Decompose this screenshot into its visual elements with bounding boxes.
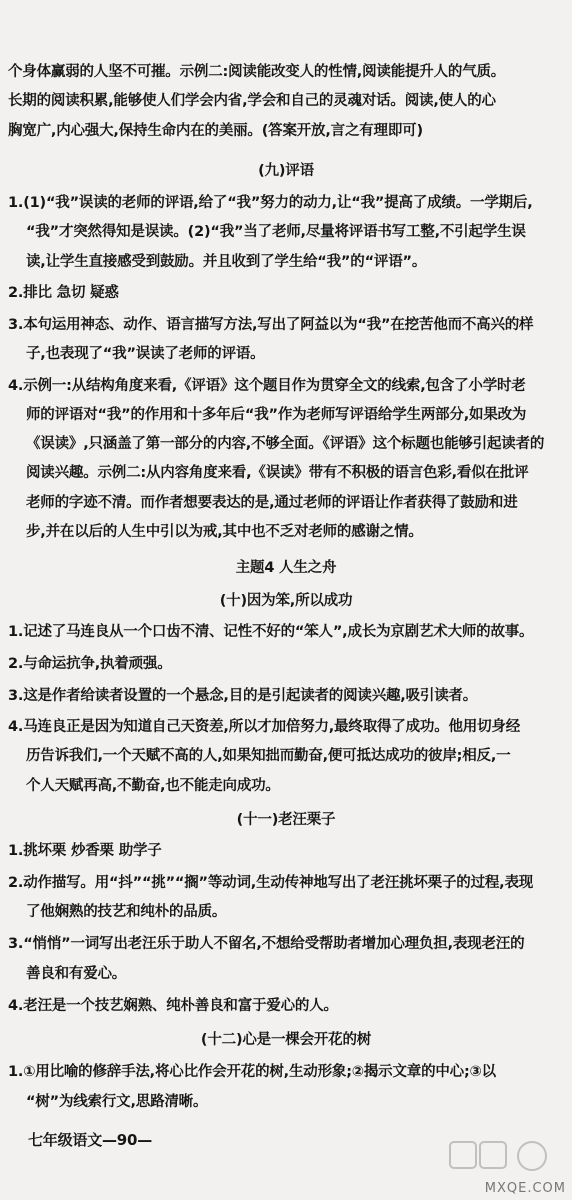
answer-item: 3.本句运用神态、动作、语言描写方法,写出了阿益以为“我”在挖苦他而不高兴的样 bbox=[8, 317, 534, 333]
theme-heading: 主题4 人生之舟 bbox=[235, 560, 337, 576]
text-line: 《误读》,只涵盖了第一部分的内容,不够全面。《评语》这个标题也能够引起读者的 bbox=[26, 436, 545, 452]
section-heading: (十一)老汪栗子 bbox=[236, 812, 336, 828]
text-line: “树”为线索行文,思路清晰。 bbox=[26, 1094, 208, 1110]
answer-item: 2.动作描写。用“抖”“挑”“搁”等动词,生动传神地写出了老汪挑坏栗子的过程,表现 bbox=[8, 875, 534, 891]
answer-item: 4.示例一:从结构角度来看,《评语》这个题目作为贯穿全文的线索,包含了小学时老 bbox=[8, 378, 526, 394]
answer-item: 3.这是作者给读者设置的一个悬念,目的是引起读者的阅读兴趣,吸引读者。 bbox=[8, 688, 478, 704]
text-line: 个人天赋再高,不勤奋,也不能走向成功。 bbox=[26, 778, 280, 794]
text-line: 胸宽广,内心强大,保持生命内在的美丽。(答案开放,言之有理即可) bbox=[8, 123, 423, 139]
section-heading: (十二)心是一棵会开花的树 bbox=[200, 1032, 372, 1048]
text-line: 老师的字迹不清。而作者想要表达的是,通过老师的评语让作者获得了鼓励和进 bbox=[26, 495, 518, 511]
answer-item: 4.老汪是一个技艺娴熟、纯朴善良和富于爱心的人。 bbox=[8, 998, 338, 1014]
answer-item: 2.与命运抗争,执着顽强。 bbox=[8, 656, 172, 672]
watermark-text: MXQE.COM bbox=[484, 1181, 566, 1196]
text-line: 子,也表现了“我”误读了老师的评语。 bbox=[26, 346, 265, 362]
text-line: 善良和有爱心。 bbox=[26, 966, 127, 982]
text-line: 了他娴熟的技艺和纯朴的品质。 bbox=[26, 904, 227, 920]
text-line: 个身体赢弱的人坚不可摧。示例二:阅读能改变人的性情,阅读能提升人的气质。 bbox=[8, 64, 506, 80]
answer-item: 1.挑坏栗 炒香栗 助学子 bbox=[8, 843, 162, 859]
answer-item: 4.马连良正是因为知道自己天资差,所以才加倍努力,最终取得了成功。他用切身经 bbox=[8, 719, 521, 735]
text-line: 读,让学生直接感受到鼓励。并且收到了学生给“我”的“评语”。 bbox=[26, 254, 427, 270]
answer-item: 2.排比 急切 疑惑 bbox=[8, 285, 119, 301]
answer-item: 3.“悄悄”一词写出老汪乐于助人不留名,不想给受帮助者增加心理负担,表现老汪的 bbox=[8, 936, 525, 952]
answer-item: 1.(1)“我”误读的老师的评语,给了“我”努力的动力,让“我”提高了成绩。一学期后, bbox=[8, 195, 533, 211]
text-line: “我”才突然得知是误读。(2)“我”当了老师,尽量将评语书写工整,不引起学生误 bbox=[26, 224, 526, 240]
section-heading: (十)因为笨,所以成功 bbox=[219, 593, 353, 609]
answer-item: 1.记述了马连良从一个口齿不清、记性不好的“笨人”,成长为京剧艺术大师的故事。 bbox=[8, 624, 534, 640]
text-line: 长期的阅读积累,能够使人们学会内省,学会和自己的灵魂对话。阅读,使人的心 bbox=[8, 93, 496, 109]
page-footer: 七年级语文—90— bbox=[28, 1131, 153, 1149]
answer-item: 1.①用比喻的修辞手法,将心比作会开花的树,生动形象;②揭示文章的中心;③以 bbox=[8, 1064, 496, 1080]
section-heading: (九)评语 bbox=[258, 163, 314, 179]
text-line: 师的评语对“我”的作用和十多年后“我”作为老师写评语给学生两部分,如果改为 bbox=[26, 407, 527, 423]
text-line: 步,并在以后的人生中引以为戒,其中也不乏对老师的感谢之情。 bbox=[26, 524, 423, 540]
text-line: 历告诉我们,一个天赋不高的人,如果知拙而勤奋,便可抵达成功的彼岸;相反,一 bbox=[26, 748, 511, 764]
text-line: 阅读兴趣。示例二:从内容角度来看,《误读》带有不积极的语言色彩,看似在批评 bbox=[26, 465, 529, 481]
